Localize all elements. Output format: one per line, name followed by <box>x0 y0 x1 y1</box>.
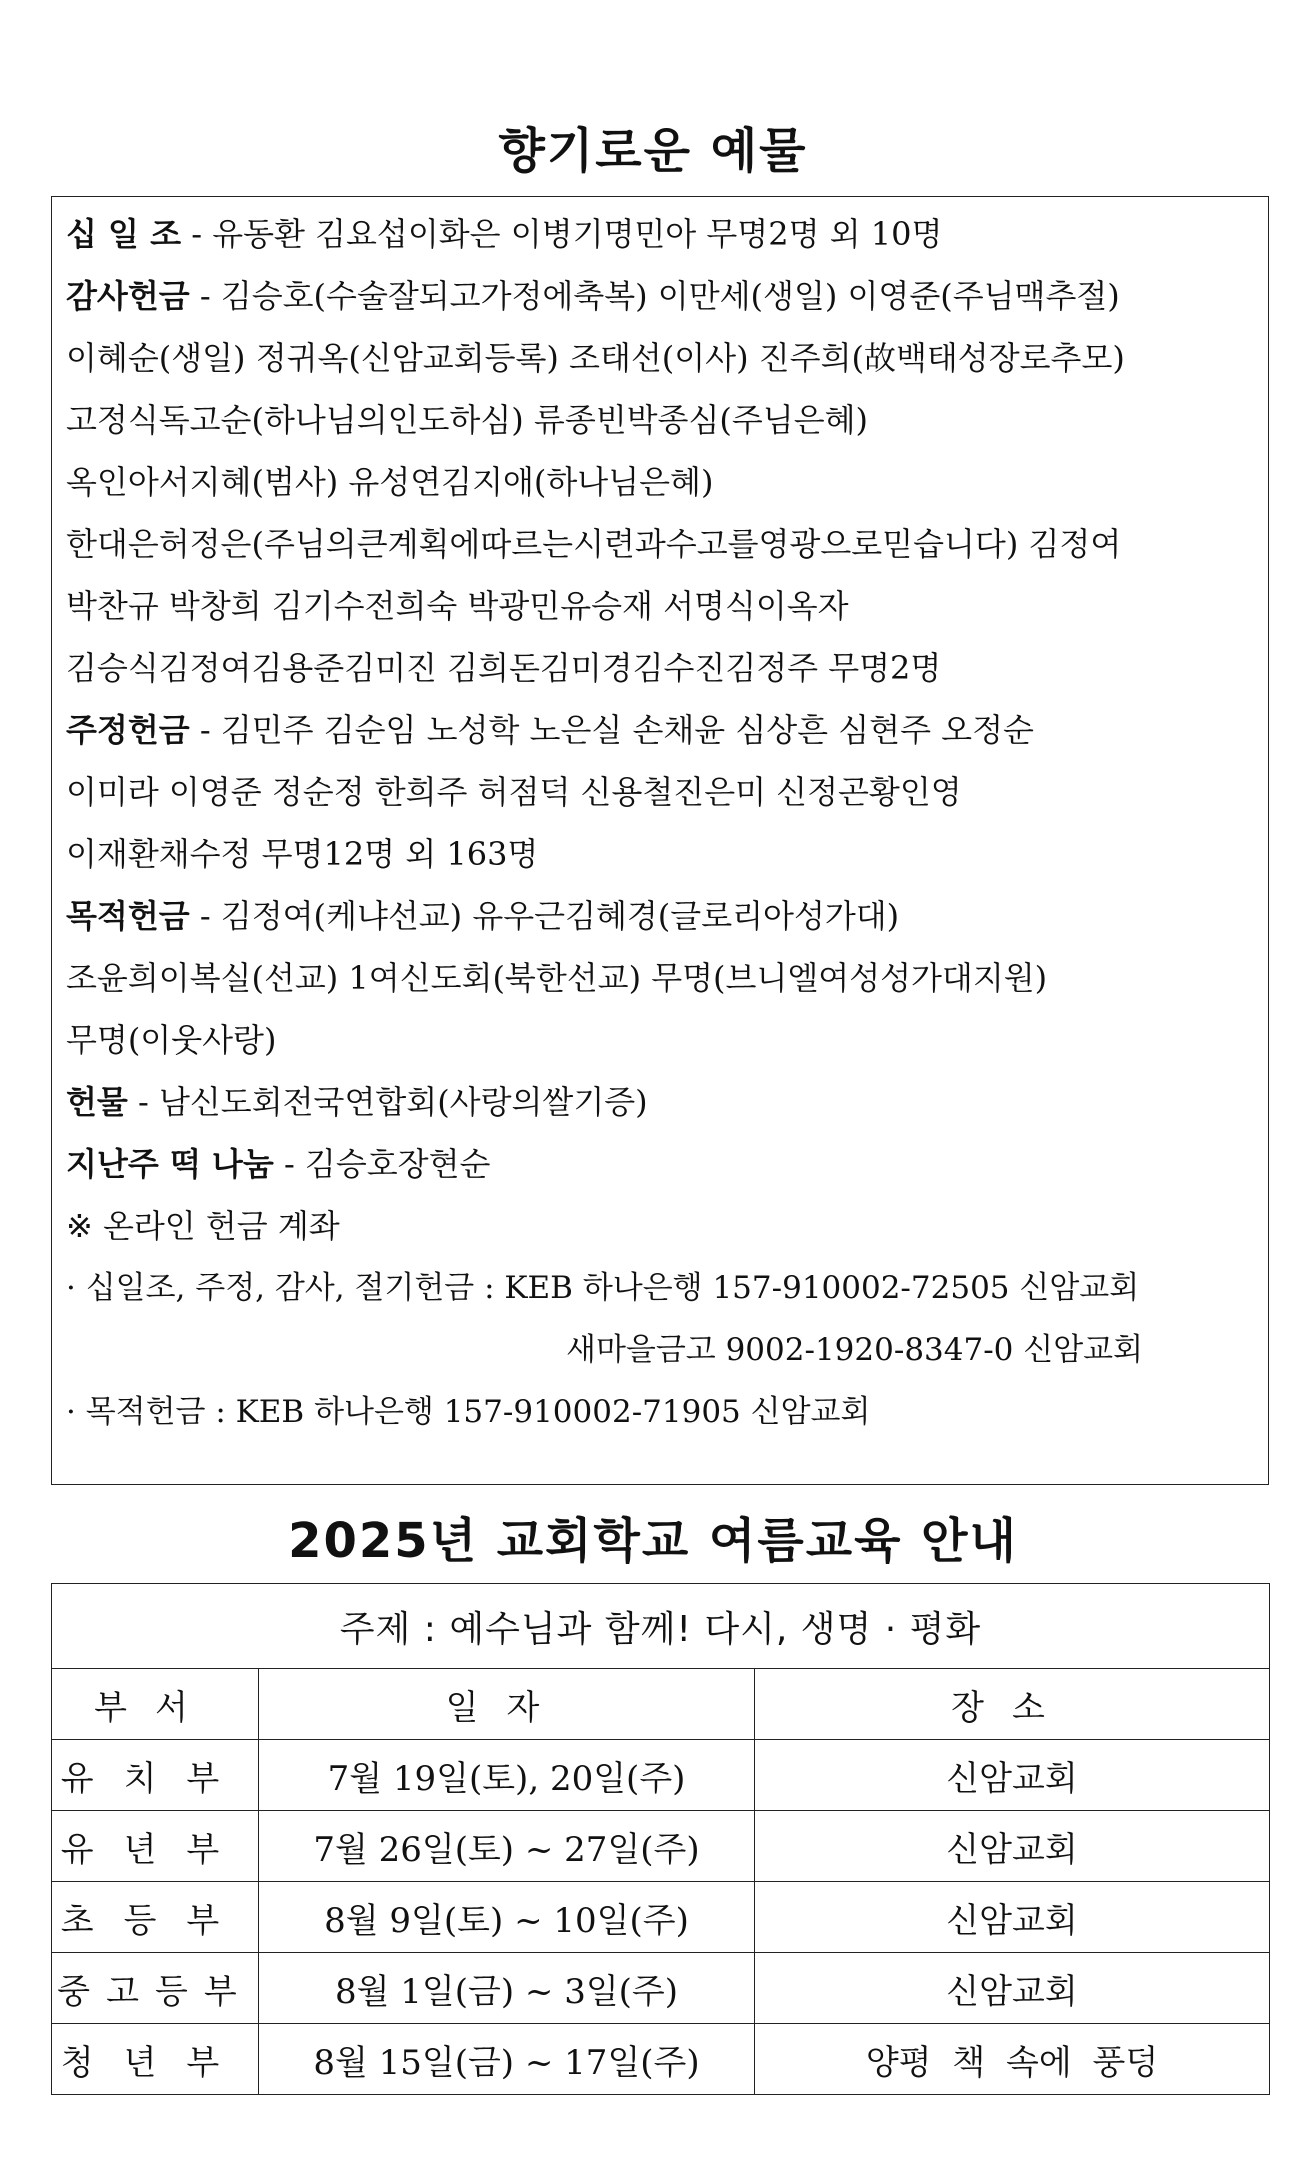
weekly-line: 이재환채수정 무명12명 외 163명 <box>66 835 539 873</box>
thanks-line: 옥인아서지혜(범사) 유성연김지애(하나님은혜) <box>66 463 714 501</box>
place-cell: 양평 책 속에 풍덩 <box>755 2024 1270 2095</box>
theme-cell: 주제 : 예수님과 함께! 다시, 생명 · 평화 <box>52 1584 1270 1669</box>
weekly-line <box>66 710 1034 750</box>
online-account-line: · 목적헌금 : KEB 하나은행 157-910002-71905 신암교회 <box>66 1394 871 1430</box>
table-row <box>52 1882 1270 1953</box>
date-cell: 8월 9일(토) ~ 10일(주) <box>259 1882 755 1953</box>
theme-row <box>52 1584 1270 1669</box>
online-account-line: · 십일조, 주정, 감사, 절기헌금 : KEB 하나은행 157-910002-72505 신암교회 <box>66 1270 1140 1306</box>
online-heading: ※ 온라인 헌금 계좌 <box>66 1207 340 1245</box>
thanks-line: 김승식김정여김용준김미진 김희돈김미경김수진김정주 무명2명 <box>66 649 942 687</box>
place-cell: 신암교회 <box>755 1882 1270 1953</box>
offering-list-box <box>51 196 1269 1485</box>
offering-title: 향기로운 예물 <box>498 123 808 179</box>
purpose-names: - 김정여(케냐선교) 유우근김혜경(글로리아성가대) <box>189 897 900 935</box>
tithe-line <box>66 214 942 254</box>
header-date: 일자 <box>259 1669 755 1740</box>
gift-text: - 남신도회전국연합회(사랑의쌀기증) <box>127 1083 648 1121</box>
thanks-line: 이혜순(생일) 정귀옥(신암교회등록) 조태선(이사) 진주희(故백태성장로추모) <box>66 339 1125 377</box>
weekly-names: - 김민주 김순임 노성학 노은실 손채윤 심상흔 심현주 오정순 <box>189 711 1034 749</box>
purpose-line <box>66 896 899 936</box>
dept-cell: 청년부 <box>52 2024 259 2095</box>
thanks-line: 박찬규 박창희 김기수전희숙 박광민유승재 서명식이옥자 <box>66 587 849 625</box>
table-row <box>52 2024 1270 2095</box>
online-account-line: 새마을금고 9002-1920-8347-0 신암교회 <box>566 1332 1144 1368</box>
weekly-line: 이미라 이영준 정순정 한희주 허점덕 신용철진은미 신정곤황인영 <box>66 773 962 811</box>
place-cell: 신암교회 <box>755 1740 1270 1811</box>
school-title: 2025년 교회학교 여름교육 안내 <box>288 1513 1018 1569</box>
thanks-line: 한대은허정은(주님의큰계획에따르는시련과수고를영광으로믿습니다) 김정여 <box>66 525 1122 563</box>
gift-label: 헌물 <box>66 1083 128 1121</box>
date-cell: 8월 1일(금) ~ 3일(주) <box>259 1953 755 2024</box>
rice-cake-label: 지난주 떡 나눔 <box>66 1145 274 1183</box>
table-row <box>52 1953 1270 2024</box>
purpose-line: 무명(이웃사랑) <box>66 1021 277 1059</box>
place-cell: 신암교회 <box>755 1811 1270 1882</box>
date-cell: 8월 15일(금) ~ 17일(주) <box>259 2024 755 2095</box>
dept-cell: 유년부 <box>52 1811 259 1882</box>
thanks-line <box>66 276 1120 316</box>
table-row <box>52 1740 1270 1811</box>
thanks-line: 고정식독고순(하나님의인도하심) 류종빈박종심(주님은혜) <box>66 401 868 439</box>
thanks-label: 감사헌금 <box>66 277 190 315</box>
gift-line <box>66 1082 648 1122</box>
date-cell: 7월 19일(토), 20일(주) <box>259 1740 755 1811</box>
rice-cake-text: - 김승호장현순 <box>273 1145 491 1183</box>
weekly-label: 주정헌금 <box>66 711 190 749</box>
purpose-line: 조윤희이복실(선교) 1여신도회(북한선교) 무명(브니엘여성성가대지원) <box>66 959 1048 997</box>
header-dept: 부서 <box>52 1669 259 1740</box>
rice-cake-line <box>66 1144 490 1184</box>
dept-cell: 중고등부 <box>52 1953 259 2024</box>
summer-school-table <box>51 1583 1270 2095</box>
dept-cell: 초등부 <box>52 1882 259 1953</box>
header-place: 장소 <box>755 1669 1270 1740</box>
header-row <box>52 1669 1270 1740</box>
purpose-label: 목적헌금 <box>66 897 190 935</box>
thanks-names: - 김승호(수술잘되고가정에축복) 이만세(생일) 이영준(주님맥추절) <box>189 277 1120 315</box>
dept-cell: 유치부 <box>52 1740 259 1811</box>
date-cell: 7월 26일(토) ~ 27일(주) <box>259 1811 755 1882</box>
tithe-names: - 유동환 김요섭이화은 이병기명민아 무명2명 외 10명 <box>181 215 943 253</box>
tithe-label: 십 일 조 <box>66 215 182 253</box>
table-row <box>52 1811 1270 1882</box>
place-cell: 신암교회 <box>755 1953 1270 2024</box>
